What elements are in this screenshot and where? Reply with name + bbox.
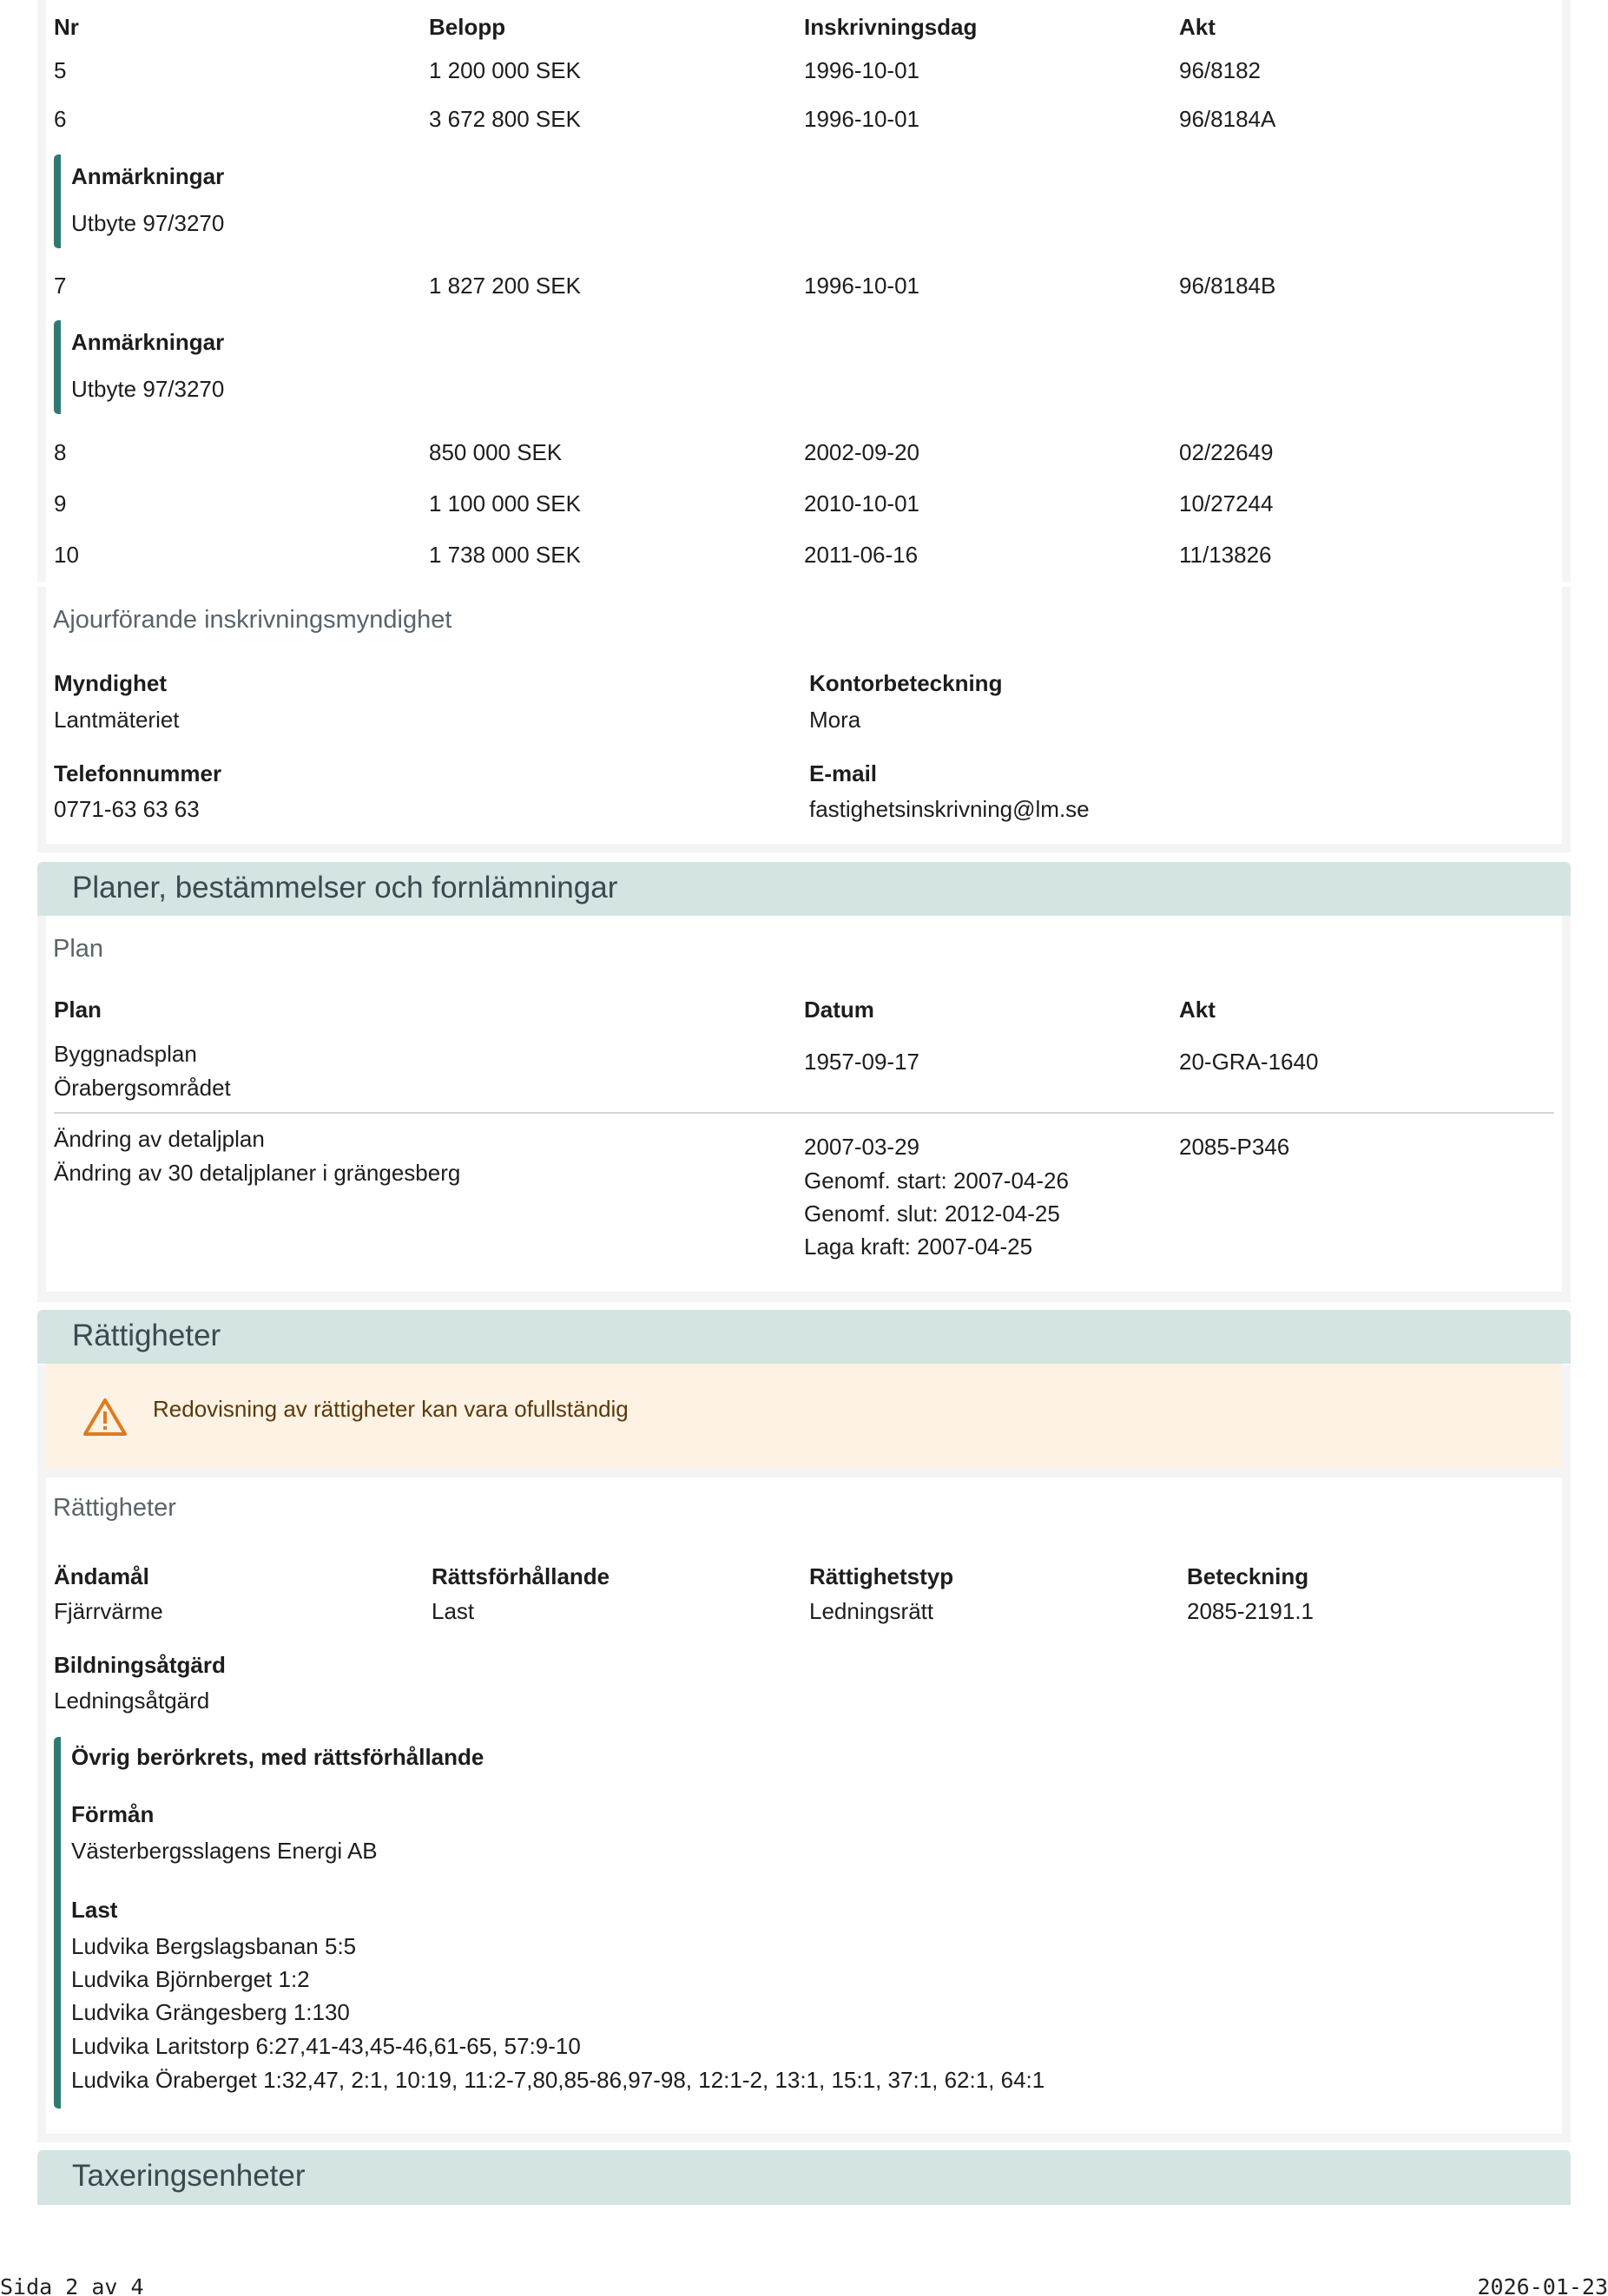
kontor-label: Kontorbeteckning (809, 670, 1003, 696)
page-number: Sida 2 av 4 (0, 2274, 144, 2296)
warning-text: Redovisning av rättigheter kan vara ofullständig (153, 1396, 629, 1422)
bildning-label: Bildningsåtgärd (54, 1652, 226, 1678)
remark-title: Anmärkningar (71, 329, 225, 355)
myndighet-label: Myndighet (54, 670, 167, 696)
plans-section-title: Planer, bestämmelser och fornlämningar (72, 871, 618, 905)
plan-datum: 1957-09-17 (804, 1049, 919, 1075)
taxation-section-header (37, 2150, 1571, 2205)
last-label: Last (71, 1897, 118, 1923)
telefon-value: 0771-63 63 63 (54, 796, 200, 822)
taxation-section-title: Taxeringsenheter (72, 2159, 306, 2193)
rights-section-title: Rättigheter (72, 1319, 221, 1352)
remark-title: Anmärkningar (71, 163, 225, 189)
cell-nr: 8 (54, 439, 67, 465)
telefon-label: Telefonnummer (54, 760, 222, 786)
print-date: 2026-01-23 (1477, 2274, 1608, 2296)
ovrig-title: Övrig berörkrets, med rättsförhållande (71, 1744, 484, 1770)
warning-banner (46, 1364, 1562, 1468)
remark-block (54, 155, 575, 248)
authority-title: Ajourförande inskrivningsmyndighet (53, 606, 452, 634)
beteckning-label: Beteckning (1187, 1563, 1309, 1589)
cell-akt: 10/27244 (1179, 490, 1274, 516)
cell-akt: 11/13826 (1179, 542, 1272, 568)
plan-name: Örabergsområdet (54, 1075, 231, 1101)
rights-section-header (37, 1310, 1571, 1364)
kontor-value: Mora (809, 707, 861, 733)
plan-datum: 2007-03-29 (804, 1134, 919, 1160)
col-header-akt: Akt (1179, 14, 1216, 40)
cell-belopp: 1 738 000 SEK (429, 542, 581, 568)
bildning-value: Ledningsåtgärd (54, 1687, 210, 1714)
cell-belopp: 3 672 800 SEK (429, 106, 581, 132)
cell-akt: 96/8184A (1179, 106, 1276, 132)
col-header-plan: Plan (54, 997, 102, 1023)
email-label: E-mail (809, 760, 878, 786)
beteckning-value: 2085-2191.1 (1187, 1598, 1315, 1624)
typ-value: Ledningsrätt (809, 1598, 934, 1624)
plan-type: Byggnadsplan (54, 1041, 197, 1067)
cell-nr: 5 (54, 57, 67, 83)
warning-triangle-icon (82, 1397, 128, 1437)
cell-nr: 7 (54, 273, 67, 299)
plan-laga-kraft: Laga kraft: 2007-04-25 (804, 1234, 1033, 1260)
ovrig-berorkrets-block (54, 1737, 1547, 2109)
cell-dag: 1996-10-01 (804, 106, 919, 132)
cell-dag: 1996-10-01 (804, 273, 919, 299)
cell-dag: 2002-09-20 (804, 439, 919, 465)
plan-type: Ändring av detaljplan (54, 1126, 265, 1152)
last-item: Ludvika Öraberget 1:32,47, 2:1, 10:19, 11:2-7,80,85-86,97-98, 12:1-2, 13:1, 15:1, 37:1, 62:1, 64:1 (71, 2067, 1045, 2093)
plan-start: Genomf. start: 2007-04-26 (804, 1168, 1069, 1194)
remark-text: Utbyte 97/3270 (71, 376, 225, 402)
col-header-datum: Datum (804, 997, 874, 1023)
cell-belopp: 850 000 SEK (429, 439, 563, 465)
plan-akt: 2085-P346 (1179, 1134, 1290, 1160)
forhallande-value: Last (432, 1598, 475, 1624)
last-item: Ludvika Björnberget 1:2 (71, 1966, 310, 1992)
cell-dag: 1996-10-01 (804, 57, 919, 83)
cell-akt: 96/8182 (1179, 57, 1261, 83)
col-header-nr: Nr (54, 14, 79, 40)
remark-block (54, 320, 575, 414)
plan-akt: 20-GRA-1640 (1179, 1049, 1319, 1075)
cell-dag: 2010-10-01 (804, 490, 919, 516)
cell-belopp: 1 100 000 SEK (429, 490, 581, 516)
cell-dag: 2011-06-16 (804, 542, 919, 568)
andamal-label: Ändamål (54, 1563, 149, 1589)
email-value: fastighetsinskrivning@lm.se (809, 796, 1090, 822)
myndighet-value: Lantmäteriet (54, 707, 180, 733)
remark-text: Utbyte 97/3270 (71, 210, 225, 236)
forman-label: Förmån (71, 1801, 155, 1827)
last-item: Ludvika Grängesberg 1:130 (71, 1999, 350, 2025)
plans-section-header (37, 862, 1571, 916)
cell-nr: 10 (54, 542, 79, 568)
cell-akt: 96/8184B (1179, 273, 1276, 299)
last-item: Ludvika Laritstorp 6:27,41-43,45-46,61-65, 57:9-10 (71, 2033, 581, 2059)
plans-subtitle: Plan (53, 935, 104, 963)
col-header-inskrivningsdag: Inskrivningsdag (804, 14, 978, 40)
col-header-belopp: Belopp (429, 14, 506, 40)
cell-belopp: 1 827 200 SEK (429, 273, 581, 299)
cell-belopp: 1 200 000 SEK (429, 57, 581, 83)
cell-nr: 6 (54, 106, 67, 132)
forman-value: Västerbergsslagens Energi AB (71, 1838, 378, 1864)
rights-subtitle: Rättigheter (53, 1494, 176, 1522)
typ-label: Rättighetstyp (809, 1563, 954, 1589)
plan-name: Ändring av 30 detaljplaner i grängesberg (54, 1160, 461, 1186)
andamal-value: Fjärrvärme (54, 1598, 163, 1624)
plan-slut: Genomf. slut: 2012-04-25 (804, 1201, 1060, 1227)
last-item: Ludvika Bergslagsbanan 5:5 (71, 1933, 357, 1959)
forhallande-label: Rättsförhållande (432, 1563, 610, 1589)
cell-nr: 9 (54, 490, 67, 516)
col-header-plan-akt: Akt (1179, 997, 1216, 1023)
cell-akt: 02/22649 (1179, 439, 1274, 465)
row-divider (54, 1112, 1554, 1114)
